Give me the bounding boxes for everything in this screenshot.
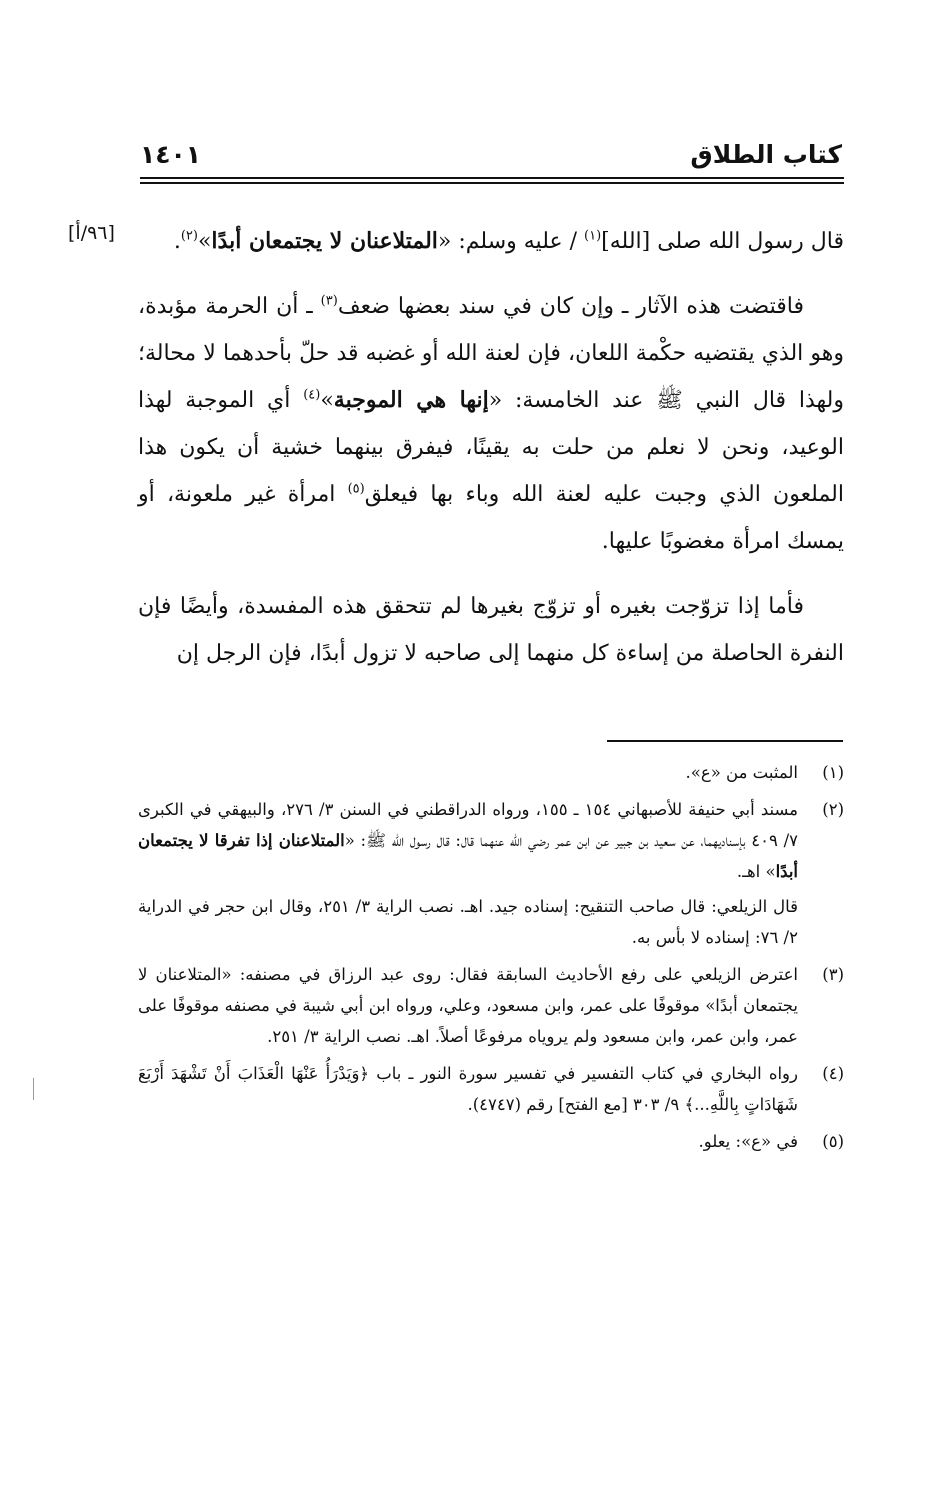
page-number: ١٤٠١ — [140, 140, 202, 169]
hadith-quote: المتلاعنان لا يجتمعان أبدًا — [211, 228, 438, 254]
footnote-number: (٢) — [822, 800, 844, 819]
paragraph-3: فأما إذا تزوّجت بغيره أو تزوّج بغيرها لم تتحقق هذه المفسدة، وأيضًا فإن النفرة الحاصلة من إساءة كل منهما إلى صاحبه لا تزول أبدًا، فإن الرجل إن — [138, 594, 844, 666]
footnote-ref-5: (٥) — [347, 481, 365, 497]
footnote-text: في «ع»: يعلو. — [698, 1132, 798, 1151]
footnotes — [138, 757, 844, 1157]
footnote — [138, 757, 844, 788]
footnote — [138, 794, 844, 953]
footnote-number: (٥) — [822, 1132, 844, 1151]
footnote-ref-2: (٢) — [180, 228, 198, 244]
footnote-ref-4: (٤) — [303, 387, 321, 403]
footnote-number: (٤) — [822, 1064, 844, 1083]
chapter-title: كتاب الطلاق — [690, 140, 842, 169]
footnote-ref-3: (٣) — [320, 293, 338, 309]
footnote-separator — [607, 740, 843, 742]
footnote — [138, 959, 844, 1052]
footnote — [138, 1058, 844, 1120]
scan-margin-mark — [33, 1078, 34, 1100]
footnote-number: (٣) — [822, 965, 844, 984]
manuscript-folio-marker: [٩٦/أ] — [68, 222, 115, 244]
hadith-quote-2: إنها هي الموجبة — [333, 387, 489, 413]
footnote-text: المثبت من «ع». — [685, 763, 798, 782]
footnote-text-continued: قال الزيلعي: قال صاحب التنقيح: إسناده جيد. اهـ. نصب الراية ٣/ ٢٥١، وقال ابن حجر في الدراية ٢/ ٧٦: إسناده لا بأس به. — [138, 897, 799, 947]
opening-line: قال رسول الله صلى [الله]$^{(١)}$ / عليه وسلم: «المتلاعنان لا يجتمعان أبدًا»$^{(٢)}$. — [173, 228, 844, 254]
footnote-text: مسند أبي حنيفة للأصبهاني ١٥٤ ـ ١٥٥، ورواه الدراقطني في السنن ٣/ ٢٧٦، والبيهقي في الكبرى ٧/ ٤٠٩ بإسناديهما، عن سعيد بن جبير عن ابن عمر رضي الله عنهما قال: قال رسول الله ﷺ: «المتلاعنان إذا تفرقا لا يجتمعان أبدًا» اهـ. — [138, 800, 799, 881]
footnote — [138, 1126, 844, 1157]
paragraph-2: فاقتضت هذه الآثار ـ وإن كان في سند بعضها ضعف$^{(٣)}$ ـ أن الحرمة مؤبدة، وهو الذي يقتضيه حكْمة اللعان، فإن لعنة الله أو غضبه قد حلّ بأحدهما لا محالة؛ ولهذا قال النبي ﷺ عند الخامسة: «إنها هي الموجبة»$^{(٤)}$ أي الموجبة لهذا الوعيد، ونحن لا نعلم من حلت به يقينًا، فيفرق بينهما خشية أن يكون هذا الملعون الذي وجبت عليه لعنة الله وباء بها فيعلق$^{(٥)}$ امرأة غير ملعونة، أو يمسك امرأة مغضوبًا عليها. — [138, 293, 844, 554]
footnote-number: (١) — [822, 763, 844, 782]
header-rule-bottom — [140, 182, 844, 184]
header-rule-top — [140, 177, 844, 179]
footnote-ref-1: (١) — [584, 228, 602, 244]
footnote-text: اعترض الزيلعي على رفع الأحاديث السابقة فقال: روى عبد الرزاق في مصنفه: «المتلاعنان لا يجتمعان أبدًا» موقوفًا على عمر، وابن مسعود، وعلي، ورواه ابن أبي شيبة في مصنفه موقوفًا على عمر، وابن عمر، وابن مسعود ولم يروياه مرفوعًا أصلاً. اهـ. نصب الراية ٣/ ٢٥١. — [138, 965, 798, 1046]
footnote-text: رواه البخاري في كتاب التفسير في تفسير سورة النور ـ باب ﴿وَيَدْرَأُ عَنْهَا الْعَذَابَ أَنْ تَشْهَدَ أَرْبَعَ شَهَادَاتٍ بِاللَّهِ...﴾ ٩/ ٣٠٣ [مع الفتح] رقم (٤٧٤٧). — [138, 1064, 798, 1114]
main-text — [138, 218, 844, 677]
